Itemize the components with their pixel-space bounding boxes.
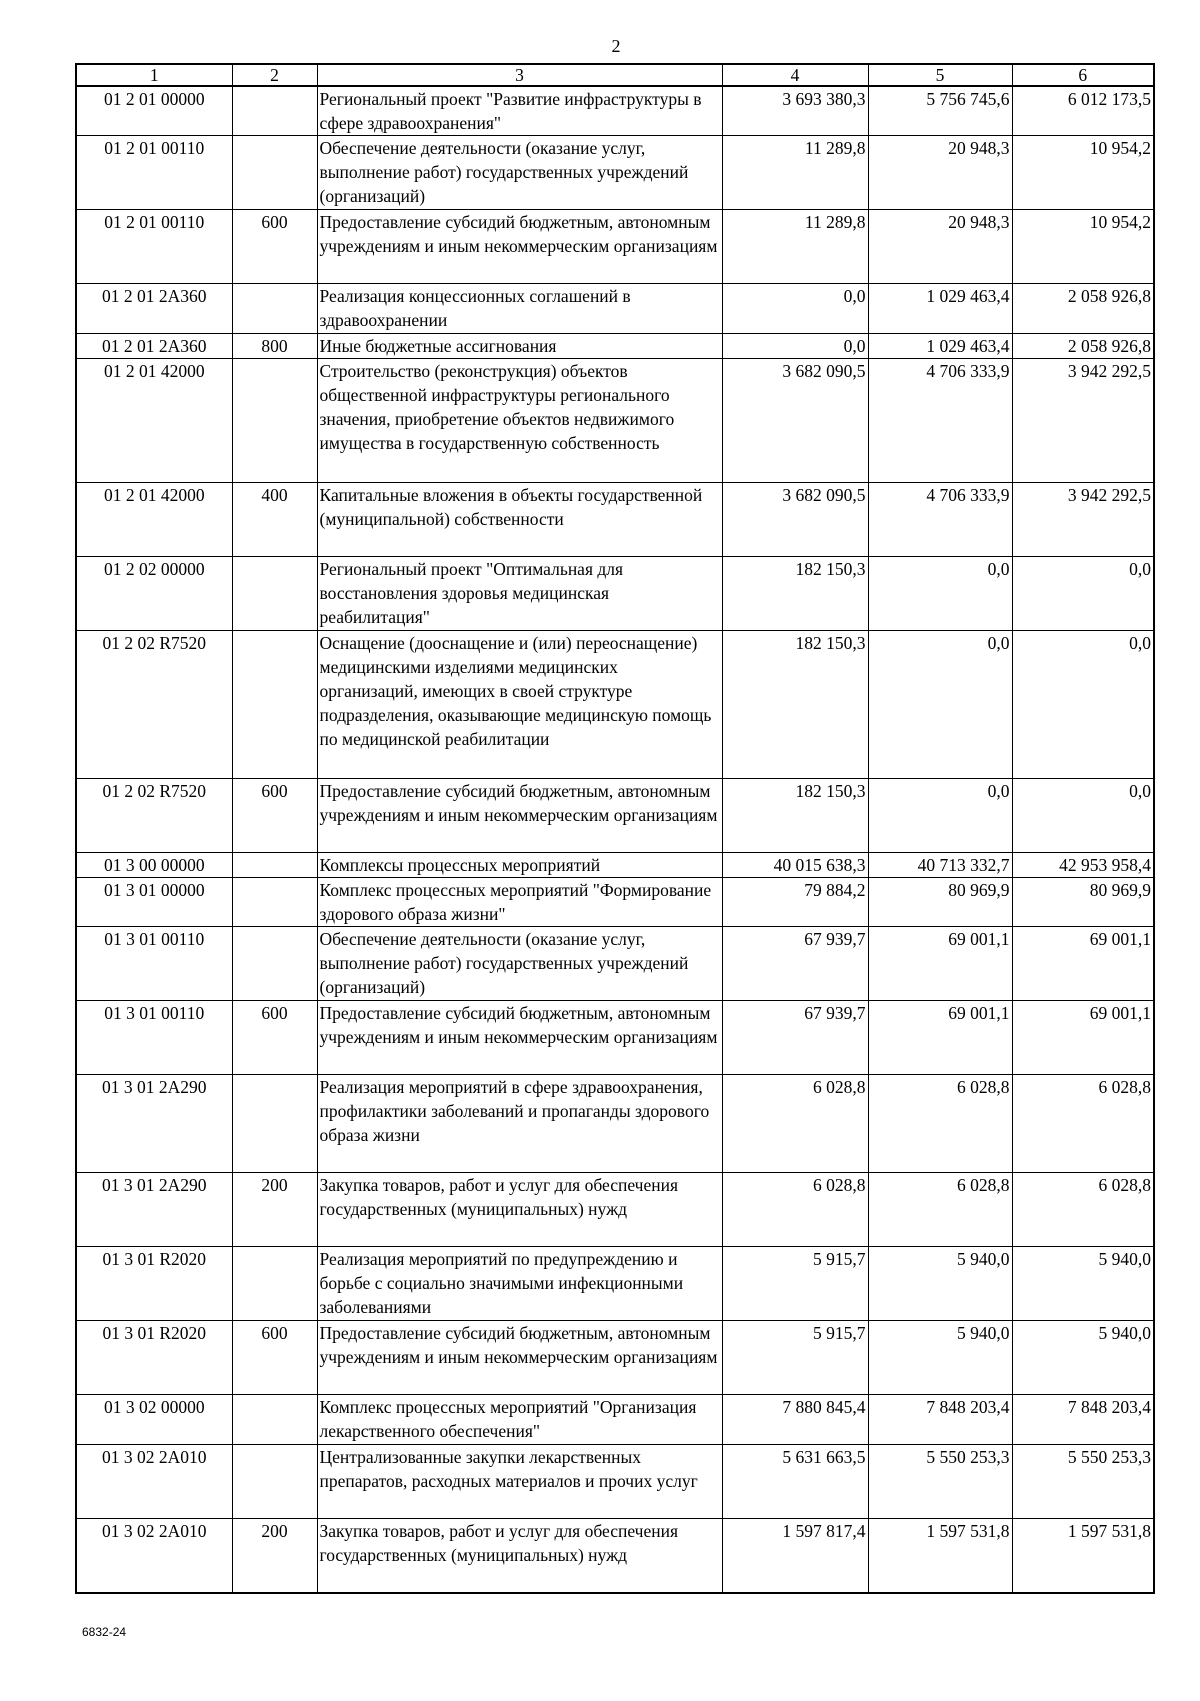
cell-amount-col5: 0,0 (868, 779, 1012, 853)
page-number: 2 (611, 36, 621, 56)
cell-amount-col4: 40 015 638,3 (722, 853, 868, 878)
cell-target-code: 01 2 01 2А360 (76, 284, 232, 334)
cell-amount-col6: 69 001,1 (1012, 1001, 1154, 1075)
cell-item-name: Закупка товаров, работ и услуг для обеспечения государственных (муниципальных) нужд (317, 1519, 722, 1593)
cell-target-code: 01 2 01 42000 (76, 359, 232, 483)
cell-amount-col4: 5 915,7 (722, 1247, 868, 1321)
cell-amount-col6: 0,0 (1012, 779, 1154, 853)
cell-item-name: Строительство (реконструкция) объектов общественной инфраструктуры регионального значения, приобретение объектов недвижимого имущества в государственную собственность (317, 359, 722, 483)
table-row (76, 284, 1154, 334)
column-header: 2 (232, 64, 317, 86)
cell-item-name: Реализация концессионных соглашений в здравоохранении (317, 284, 722, 334)
cell-amount-col5: 20 948,3 (868, 136, 1012, 210)
cell-amount-col6: 69 001,1 (1012, 927, 1154, 1001)
table-row (76, 1075, 1154, 1173)
cell-target-code: 01 3 02 2А010 (76, 1519, 232, 1593)
cell-target-code: 01 2 01 00110 (76, 136, 232, 210)
cell-target-code: 01 3 01 R2020 (76, 1321, 232, 1395)
table-row (76, 927, 1154, 1001)
cell-expense-type (232, 359, 317, 483)
cell-target-code: 01 2 01 00000 (76, 86, 232, 136)
table-row (76, 1395, 1154, 1445)
table-row (76, 1445, 1154, 1519)
cell-amount-col5: 20 948,3 (868, 210, 1012, 284)
cell-amount-col6: 3 942 292,5 (1012, 359, 1154, 483)
cell-amount-col5: 0,0 (868, 557, 1012, 631)
cell-amount-col5: 1 029 463,4 (868, 334, 1012, 359)
cell-expense-type: 800 (232, 334, 317, 359)
table-row (76, 631, 1154, 779)
table-row (76, 359, 1154, 483)
column-header: 6 (1012, 64, 1154, 86)
cell-amount-col6: 2 058 926,8 (1012, 334, 1154, 359)
cell-target-code: 01 2 02 00000 (76, 557, 232, 631)
cell-amount-col6: 0,0 (1012, 557, 1154, 631)
cell-amount-col6: 5 550 253,3 (1012, 1445, 1154, 1519)
cell-amount-col5: 1 029 463,4 (868, 284, 1012, 334)
cell-expense-type (232, 1445, 317, 1519)
cell-amount-col4: 11 289,8 (722, 136, 868, 210)
cell-amount-col6: 6 012 173,5 (1012, 86, 1154, 136)
cell-item-name: Оснащение (дооснащение и (или) переоснащение) медицинскими изделиями медицинских организаций, имеющих в своей структуре подразделения, оказывающие медицинскую помощь по медицинской реабилитации (317, 631, 722, 779)
cell-expense-type (232, 1075, 317, 1173)
cell-amount-col4: 67 939,7 (722, 927, 868, 1001)
column-header: 1 (76, 64, 232, 86)
cell-amount-col4: 7 880 845,4 (722, 1395, 868, 1445)
cell-item-name: Комплексы процессных мероприятий (317, 853, 722, 878)
cell-amount-col5: 69 001,1 (868, 1001, 1012, 1075)
cell-amount-col6: 3 942 292,5 (1012, 483, 1154, 557)
cell-target-code: 01 2 02 R7520 (76, 631, 232, 779)
cell-expense-type: 600 (232, 210, 317, 284)
cell-item-name: Региональный проект "Развитие инфраструктуры в сфере здравоохранения" (317, 86, 722, 136)
cell-item-name: Иные бюджетные ассигнования (317, 334, 722, 359)
cell-expense-type (232, 557, 317, 631)
cell-amount-col6: 2 058 926,8 (1012, 284, 1154, 334)
cell-expense-type (232, 284, 317, 334)
table-row (76, 1321, 1154, 1395)
cell-expense-type: 400 (232, 483, 317, 557)
cell-expense-type: 600 (232, 1001, 317, 1075)
cell-target-code: 01 2 02 R7520 (76, 779, 232, 853)
cell-expense-type: 200 (232, 1519, 317, 1593)
table-row (76, 1247, 1154, 1321)
cell-amount-col5: 1 597 531,8 (868, 1519, 1012, 1593)
header-row (76, 64, 1154, 86)
cell-expense-type (232, 1247, 317, 1321)
table-row (76, 1001, 1154, 1075)
table-row (76, 334, 1154, 359)
cell-amount-col4: 0,0 (722, 284, 868, 334)
cell-amount-col5: 5 940,0 (868, 1321, 1012, 1395)
cell-expense-type (232, 853, 317, 878)
cell-item-name: Закупка товаров, работ и услуг для обеспечения государственных (муниципальных) нужд (317, 1173, 722, 1247)
cell-expense-type (232, 631, 317, 779)
table-row (76, 86, 1154, 136)
cell-amount-col5: 7 848 203,4 (868, 1395, 1012, 1445)
cell-amount-col5: 5 550 253,3 (868, 1445, 1012, 1519)
cell-amount-col4: 79 884,2 (722, 878, 868, 927)
cell-amount-col5: 4 706 333,9 (868, 483, 1012, 557)
cell-expense-type: 600 (232, 779, 317, 853)
cell-amount-col4: 182 150,3 (722, 631, 868, 779)
cell-target-code: 01 2 01 2А360 (76, 334, 232, 359)
cell-target-code: 01 3 02 2А010 (76, 1445, 232, 1519)
cell-amount-col4: 3 682 090,5 (722, 359, 868, 483)
cell-amount-col4: 5 915,7 (722, 1321, 868, 1395)
column-header: 5 (868, 64, 1012, 86)
table-row (76, 878, 1154, 927)
cell-expense-type (232, 1395, 317, 1445)
cell-amount-col4: 11 289,8 (722, 210, 868, 284)
cell-item-name: Капитальные вложения в объекты государственной (муниципальной) собственности (317, 483, 722, 557)
cell-expense-type: 200 (232, 1173, 317, 1247)
cell-amount-col4: 0,0 (722, 334, 868, 359)
cell-amount-col4: 6 028,8 (722, 1075, 868, 1173)
cell-item-name: Предоставление субсидий бюджетным, автономным учреждениям и иным некоммерческим организациям (317, 210, 722, 284)
cell-amount-col6: 10 954,2 (1012, 210, 1154, 284)
cell-item-name: Комплекс процессных мероприятий "Формирование здорового образа жизни" (317, 878, 722, 927)
cell-target-code: 01 2 01 42000 (76, 483, 232, 557)
cell-expense-type: 600 (232, 1321, 317, 1395)
cell-target-code: 01 3 01 R2020 (76, 1247, 232, 1321)
cell-expense-type (232, 878, 317, 927)
cell-target-code: 01 2 01 00110 (76, 210, 232, 284)
cell-amount-col6: 5 940,0 (1012, 1321, 1154, 1395)
table-row (76, 853, 1154, 878)
cell-expense-type (232, 136, 317, 210)
column-header: 4 (722, 64, 868, 86)
cell-amount-col4: 6 028,8 (722, 1173, 868, 1247)
cell-amount-col6: 6 028,8 (1012, 1075, 1154, 1173)
cell-amount-col5: 4 706 333,9 (868, 359, 1012, 483)
cell-target-code: 01 3 01 00110 (76, 1001, 232, 1075)
cell-amount-col6: 5 940,0 (1012, 1247, 1154, 1321)
cell-amount-col4: 182 150,3 (722, 779, 868, 853)
table-row (76, 483, 1154, 557)
cell-item-name: Обеспечение деятельности (оказание услуг, выполнение работ) государственных учреждений (организаций) (317, 136, 722, 210)
cell-amount-col5: 69 001,1 (868, 927, 1012, 1001)
cell-amount-col6: 6 028,8 (1012, 1173, 1154, 1247)
table-row (76, 210, 1154, 284)
cell-amount-col6: 0,0 (1012, 631, 1154, 779)
cell-amount-col5: 6 028,8 (868, 1173, 1012, 1247)
cell-amount-col6: 1 597 531,8 (1012, 1519, 1154, 1593)
cell-amount-col5: 6 028,8 (868, 1075, 1012, 1173)
cell-item-name: Реализация мероприятий в сфере здравоохранения, профилактики заболеваний и пропаганды здорового образа жизни (317, 1075, 722, 1173)
cell-amount-col4: 182 150,3 (722, 557, 868, 631)
cell-amount-col5: 5 756 745,6 (868, 86, 1012, 136)
cell-target-code: 01 3 01 2А290 (76, 1075, 232, 1173)
cell-amount-col6: 80 969,9 (1012, 878, 1154, 927)
cell-item-name: Предоставление субсидий бюджетным, автономным учреждениям и иным некоммерческим организациям (317, 1321, 722, 1395)
cell-target-code: 01 3 01 2А290 (76, 1173, 232, 1247)
cell-amount-col5: 80 969,9 (868, 878, 1012, 927)
cell-amount-col4: 67 939,7 (722, 1001, 868, 1075)
table-row (76, 1173, 1154, 1247)
cell-item-name: Централизованные закупки лекарственных препаратов, расходных материалов и прочих услуг (317, 1445, 722, 1519)
table-row (76, 1519, 1154, 1593)
cell-amount-col4: 1 597 817,4 (722, 1519, 868, 1593)
table-row (76, 557, 1154, 631)
table-row (76, 779, 1154, 853)
cell-amount-col6: 10 954,2 (1012, 136, 1154, 210)
cell-amount-col4: 3 693 380,3 (722, 86, 868, 136)
cell-item-name: Обеспечение деятельности (оказание услуг, выполнение работ) государственных учреждений (организаций) (317, 927, 722, 1001)
cell-expense-type (232, 927, 317, 1001)
cell-target-code: 01 3 01 00000 (76, 878, 232, 927)
cell-target-code: 01 3 01 00110 (76, 927, 232, 1001)
column-header: 3 (317, 64, 722, 86)
cell-amount-col5: 0,0 (868, 631, 1012, 779)
cell-amount-col4: 3 682 090,5 (722, 483, 868, 557)
cell-item-name: Реализация мероприятий по предупреждению и борьбе с социально значимыми инфекционными заболеваниями (317, 1247, 722, 1321)
cell-amount-col5: 5 940,0 (868, 1247, 1012, 1321)
cell-target-code: 01 3 02 00000 (76, 1395, 232, 1445)
cell-item-name: Комплекс процессных мероприятий "Организация лекарственного обеспечения" (317, 1395, 722, 1445)
cell-amount-col5: 40 713 332,7 (868, 853, 1012, 878)
cell-item-name: Предоставление субсидий бюджетным, автономным учреждениям и иным некоммерческим организациям (317, 1001, 722, 1075)
cell-expense-type (232, 86, 317, 136)
cell-amount-col6: 7 848 203,4 (1012, 1395, 1154, 1445)
cell-target-code: 01 3 00 00000 (76, 853, 232, 878)
cell-amount-col6: 42 953 958,4 (1012, 853, 1154, 878)
table-row (76, 136, 1154, 210)
cell-item-name: Предоставление субсидий бюджетным, автономным учреждениям и иным некоммерческим организациям (317, 779, 722, 853)
budget-table (75, 63, 1155, 1594)
cell-item-name: Региональный проект "Оптимальная для восстановления здоровья медицинская реабилитация" (317, 557, 722, 631)
cell-amount-col4: 5 631 663,5 (722, 1445, 868, 1519)
document-code: 6832-24 (82, 1625, 127, 1639)
